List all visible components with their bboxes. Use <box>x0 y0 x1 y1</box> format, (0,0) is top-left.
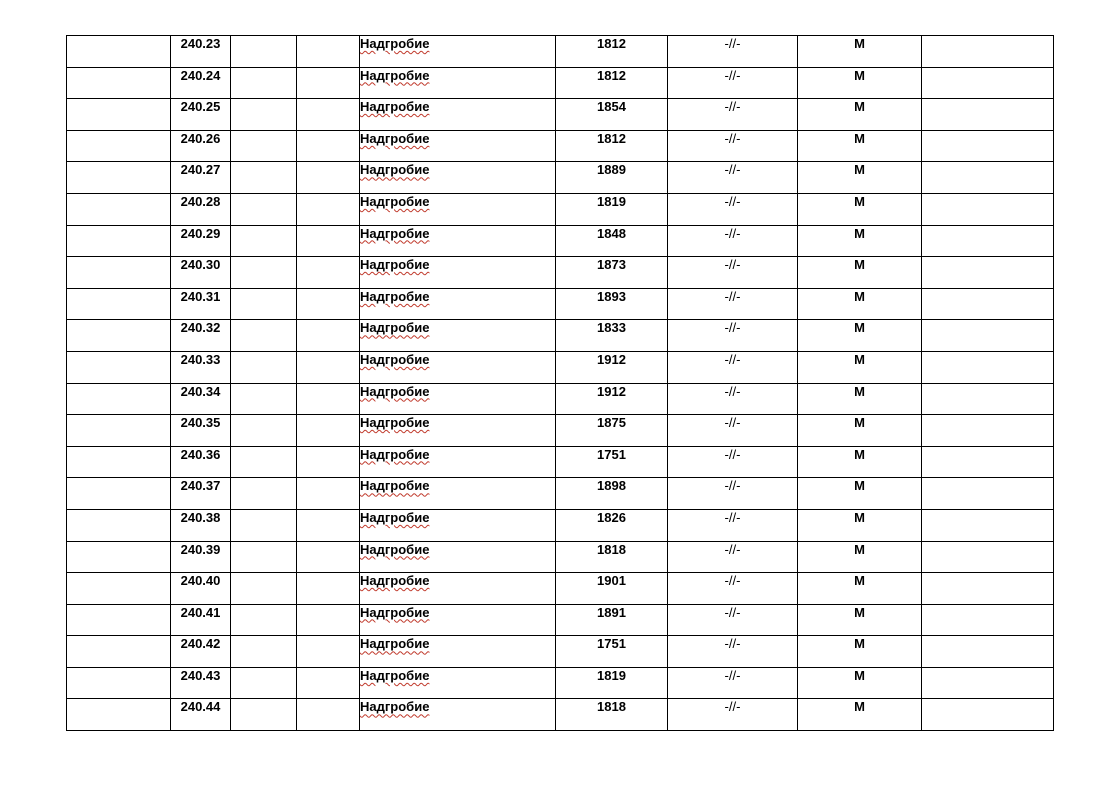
cell-blank-4 <box>922 130 1054 162</box>
table-row <box>67 541 1054 573</box>
cell-category: М <box>798 36 922 68</box>
cell-object-name <box>360 636 556 668</box>
cell-category: М <box>798 99 922 131</box>
table-row <box>67 288 1054 320</box>
cell-object-name <box>360 415 556 447</box>
cell-blank-1 <box>67 162 171 194</box>
cell-blank-3 <box>297 541 360 573</box>
cell-blank-2 <box>231 383 297 415</box>
cell-object-name <box>360 383 556 415</box>
cell-object-name <box>360 320 556 352</box>
table-row <box>67 162 1054 194</box>
cell-blank-1 <box>67 225 171 257</box>
cell-blank-3 <box>297 36 360 68</box>
cell-blank-3 <box>297 636 360 668</box>
cell-year: 1912 <box>556 383 668 415</box>
cell-blank-3 <box>297 193 360 225</box>
cell-year: 1833 <box>556 320 668 352</box>
cell-object-name <box>360 36 556 68</box>
cell-blank-1 <box>67 351 171 383</box>
cell-category: М <box>798 636 922 668</box>
table-row <box>67 320 1054 352</box>
table-row <box>67 257 1054 289</box>
cell-number: 240.41 <box>171 604 231 636</box>
cell-ditto: -//- <box>668 573 798 605</box>
cell-blank-4 <box>922 573 1054 605</box>
table-row <box>67 604 1054 636</box>
cell-blank-2 <box>231 667 297 699</box>
cell-object-name <box>360 478 556 510</box>
cell-year: 1889 <box>556 162 668 194</box>
object-name-text: Надгробие <box>360 257 430 273</box>
cell-number: 240.23 <box>171 36 231 68</box>
cell-number: 240.31 <box>171 288 231 320</box>
cell-year: 1819 <box>556 193 668 225</box>
cell-blank-4 <box>922 320 1054 352</box>
cell-blank-2 <box>231 130 297 162</box>
cell-ditto: -//- <box>668 288 798 320</box>
cell-blank-3 <box>297 67 360 99</box>
object-name-text: Надгробие <box>360 320 430 336</box>
cell-number: 240.32 <box>171 320 231 352</box>
cell-ditto: -//- <box>668 667 798 699</box>
cell-blank-1 <box>67 383 171 415</box>
cell-blank-4 <box>922 509 1054 541</box>
cell-number: 240.26 <box>171 130 231 162</box>
cell-blank-4 <box>922 99 1054 131</box>
cell-category: М <box>798 288 922 320</box>
object-name-text: Надгробие <box>360 415 430 431</box>
cell-blank-1 <box>67 604 171 636</box>
cell-blank-4 <box>922 541 1054 573</box>
cell-blank-4 <box>922 667 1054 699</box>
cell-category: М <box>798 415 922 447</box>
cell-year: 1873 <box>556 257 668 289</box>
cell-object-name <box>360 162 556 194</box>
object-name-text: Надгробие <box>360 509 430 525</box>
cell-blank-2 <box>231 257 297 289</box>
cell-object-name <box>360 541 556 573</box>
cell-category: М <box>798 351 922 383</box>
table-row <box>67 36 1054 68</box>
cell-blank-2 <box>231 478 297 510</box>
table-row <box>67 130 1054 162</box>
object-name-text: Надгробие <box>360 541 430 557</box>
cell-year: 1898 <box>556 478 668 510</box>
cell-category: М <box>798 162 922 194</box>
cell-object-name <box>360 288 556 320</box>
cell-blank-4 <box>922 193 1054 225</box>
table-row <box>67 67 1054 99</box>
cell-number: 240.30 <box>171 257 231 289</box>
cell-ditto: -//- <box>668 67 798 99</box>
cell-ditto: -//- <box>668 604 798 636</box>
cell-blank-2 <box>231 225 297 257</box>
cell-blank-2 <box>231 162 297 194</box>
cell-blank-4 <box>922 36 1054 68</box>
cell-ditto: -//- <box>668 699 798 731</box>
cell-year: 1893 <box>556 288 668 320</box>
cell-ditto: -//- <box>668 478 798 510</box>
cell-ditto: -//- <box>668 257 798 289</box>
cell-number: 240.40 <box>171 573 231 605</box>
cell-blank-1 <box>67 541 171 573</box>
cell-category: М <box>798 667 922 699</box>
cell-ditto: -//- <box>668 162 798 194</box>
cell-year: 1812 <box>556 36 668 68</box>
cell-object-name <box>360 193 556 225</box>
cell-ditto: -//- <box>668 193 798 225</box>
cell-blank-3 <box>297 415 360 447</box>
cell-year: 1901 <box>556 573 668 605</box>
cell-blank-1 <box>67 573 171 605</box>
cell-blank-4 <box>922 225 1054 257</box>
monument-registry-table <box>66 35 1054 731</box>
cell-blank-2 <box>231 193 297 225</box>
cell-blank-2 <box>231 351 297 383</box>
cell-number: 240.37 <box>171 478 231 510</box>
object-name-text: Надгробие <box>360 67 430 83</box>
cell-category: М <box>798 225 922 257</box>
cell-blank-3 <box>297 257 360 289</box>
object-name-text: Надгробие <box>360 130 430 146</box>
cell-category: М <box>798 67 922 99</box>
cell-number: 240.34 <box>171 383 231 415</box>
cell-ditto: -//- <box>668 509 798 541</box>
table-body <box>67 36 1054 731</box>
cell-blank-1 <box>67 288 171 320</box>
cell-blank-2 <box>231 541 297 573</box>
cell-ditto: -//- <box>668 446 798 478</box>
cell-number: 240.39 <box>171 541 231 573</box>
cell-blank-2 <box>231 320 297 352</box>
cell-category: М <box>798 257 922 289</box>
object-name-text: Надгробие <box>360 36 430 51</box>
cell-blank-4 <box>922 351 1054 383</box>
cell-number: 240.33 <box>171 351 231 383</box>
cell-category: М <box>798 509 922 541</box>
object-name-text: Надгробие <box>360 636 430 652</box>
object-name-text: Надгробие <box>360 573 430 589</box>
object-name-text: Надгробие <box>360 667 430 683</box>
cell-category: М <box>798 573 922 605</box>
table-row <box>67 478 1054 510</box>
cell-category: М <box>798 193 922 225</box>
object-name-text: Надгробие <box>360 604 430 620</box>
cell-number: 240.25 <box>171 99 231 131</box>
cell-category: М <box>798 699 922 731</box>
object-name-text: Надгробие <box>360 478 430 494</box>
cell-year: 1848 <box>556 225 668 257</box>
table-row <box>67 667 1054 699</box>
object-name-text: Надгробие <box>360 288 430 304</box>
cell-blank-3 <box>297 478 360 510</box>
cell-blank-4 <box>922 257 1054 289</box>
cell-object-name <box>360 667 556 699</box>
cell-ditto: -//- <box>668 130 798 162</box>
cell-blank-1 <box>67 36 171 68</box>
cell-object-name <box>360 573 556 605</box>
object-name-text: Надгробие <box>360 446 430 462</box>
cell-blank-3 <box>297 604 360 636</box>
cell-ditto: -//- <box>668 225 798 257</box>
cell-ditto: -//- <box>668 99 798 131</box>
cell-blank-3 <box>297 667 360 699</box>
cell-ditto: -//- <box>668 636 798 668</box>
cell-object-name <box>360 67 556 99</box>
table-row <box>67 99 1054 131</box>
cell-year: 1751 <box>556 636 668 668</box>
object-name-text: Надгробие <box>360 162 430 178</box>
cell-blank-4 <box>922 699 1054 731</box>
cell-blank-2 <box>231 573 297 605</box>
object-name-text: Надгробие <box>360 383 430 399</box>
cell-blank-1 <box>67 415 171 447</box>
cell-year: 1818 <box>556 699 668 731</box>
cell-blank-1 <box>67 699 171 731</box>
cell-blank-4 <box>922 383 1054 415</box>
object-name-text: Надгробие <box>360 225 430 241</box>
cell-blank-4 <box>922 67 1054 99</box>
cell-ditto: -//- <box>668 541 798 573</box>
cell-year: 1751 <box>556 446 668 478</box>
table-row <box>67 636 1054 668</box>
table-row <box>67 193 1054 225</box>
cell-number: 240.27 <box>171 162 231 194</box>
table-row <box>67 573 1054 605</box>
cell-year: 1818 <box>556 541 668 573</box>
cell-number: 240.36 <box>171 446 231 478</box>
cell-blank-1 <box>67 636 171 668</box>
cell-number: 240.38 <box>171 509 231 541</box>
cell-year: 1912 <box>556 351 668 383</box>
cell-number: 240.28 <box>171 193 231 225</box>
cell-category: М <box>798 541 922 573</box>
cell-blank-3 <box>297 99 360 131</box>
cell-number: 240.43 <box>171 667 231 699</box>
cell-object-name <box>360 604 556 636</box>
cell-blank-1 <box>67 446 171 478</box>
cell-object-name <box>360 351 556 383</box>
cell-blank-1 <box>67 478 171 510</box>
table-row <box>67 351 1054 383</box>
cell-ditto: -//- <box>668 415 798 447</box>
cell-blank-4 <box>922 415 1054 447</box>
cell-blank-2 <box>231 604 297 636</box>
object-name-text: Надгробие <box>360 351 430 367</box>
cell-category: М <box>798 383 922 415</box>
cell-object-name <box>360 446 556 478</box>
cell-object-name <box>360 225 556 257</box>
cell-object-name <box>360 699 556 731</box>
cell-blank-3 <box>297 351 360 383</box>
cell-blank-4 <box>922 604 1054 636</box>
cell-blank-3 <box>297 320 360 352</box>
object-name-text: Надгробие <box>360 699 430 715</box>
cell-number: 240.44 <box>171 699 231 731</box>
cell-blank-2 <box>231 67 297 99</box>
cell-blank-1 <box>67 99 171 131</box>
cell-blank-3 <box>297 288 360 320</box>
cell-blank-3 <box>297 509 360 541</box>
cell-blank-4 <box>922 162 1054 194</box>
cell-category: М <box>798 130 922 162</box>
table-row <box>67 509 1054 541</box>
cell-blank-2 <box>231 509 297 541</box>
cell-year: 1875 <box>556 415 668 447</box>
cell-number: 240.42 <box>171 636 231 668</box>
table-row <box>67 699 1054 731</box>
cell-year: 1826 <box>556 509 668 541</box>
cell-blank-4 <box>922 288 1054 320</box>
cell-category: М <box>798 478 922 510</box>
cell-number: 240.24 <box>171 67 231 99</box>
cell-blank-4 <box>922 446 1054 478</box>
cell-ditto: -//- <box>668 36 798 68</box>
table-row <box>67 225 1054 257</box>
cell-ditto: -//- <box>668 320 798 352</box>
cell-year: 1819 <box>556 667 668 699</box>
cell-blank-2 <box>231 415 297 447</box>
cell-blank-2 <box>231 36 297 68</box>
cell-year: 1812 <box>556 130 668 162</box>
cell-blank-3 <box>297 130 360 162</box>
cell-ditto: -//- <box>668 351 798 383</box>
table-row <box>67 383 1054 415</box>
object-name-text: Надгробие <box>360 99 430 115</box>
cell-blank-3 <box>297 573 360 605</box>
cell-blank-2 <box>231 446 297 478</box>
cell-blank-3 <box>297 225 360 257</box>
cell-blank-1 <box>67 667 171 699</box>
cell-blank-4 <box>922 478 1054 510</box>
cell-year: 1854 <box>556 99 668 131</box>
cell-blank-3 <box>297 383 360 415</box>
cell-year: 1891 <box>556 604 668 636</box>
cell-object-name <box>360 130 556 162</box>
table-row <box>67 415 1054 447</box>
cell-blank-2 <box>231 636 297 668</box>
cell-category: М <box>798 320 922 352</box>
cell-object-name <box>360 99 556 131</box>
cell-number: 240.29 <box>171 225 231 257</box>
cell-blank-2 <box>231 99 297 131</box>
cell-ditto: -//- <box>668 383 798 415</box>
cell-category: М <box>798 604 922 636</box>
cell-blank-4 <box>922 636 1054 668</box>
cell-blank-3 <box>297 699 360 731</box>
cell-blank-1 <box>67 130 171 162</box>
cell-blank-1 <box>67 193 171 225</box>
cell-object-name <box>360 509 556 541</box>
cell-object-name <box>360 257 556 289</box>
cell-number: 240.35 <box>171 415 231 447</box>
cell-blank-1 <box>67 320 171 352</box>
cell-year: 1812 <box>556 67 668 99</box>
cell-blank-3 <box>297 446 360 478</box>
object-name-text: Надгробие <box>360 193 430 209</box>
cell-blank-1 <box>67 257 171 289</box>
cell-category: М <box>798 446 922 478</box>
cell-blank-2 <box>231 699 297 731</box>
cell-blank-3 <box>297 162 360 194</box>
cell-blank-1 <box>67 509 171 541</box>
cell-blank-2 <box>231 288 297 320</box>
table-row <box>67 446 1054 478</box>
cell-blank-1 <box>67 67 171 99</box>
